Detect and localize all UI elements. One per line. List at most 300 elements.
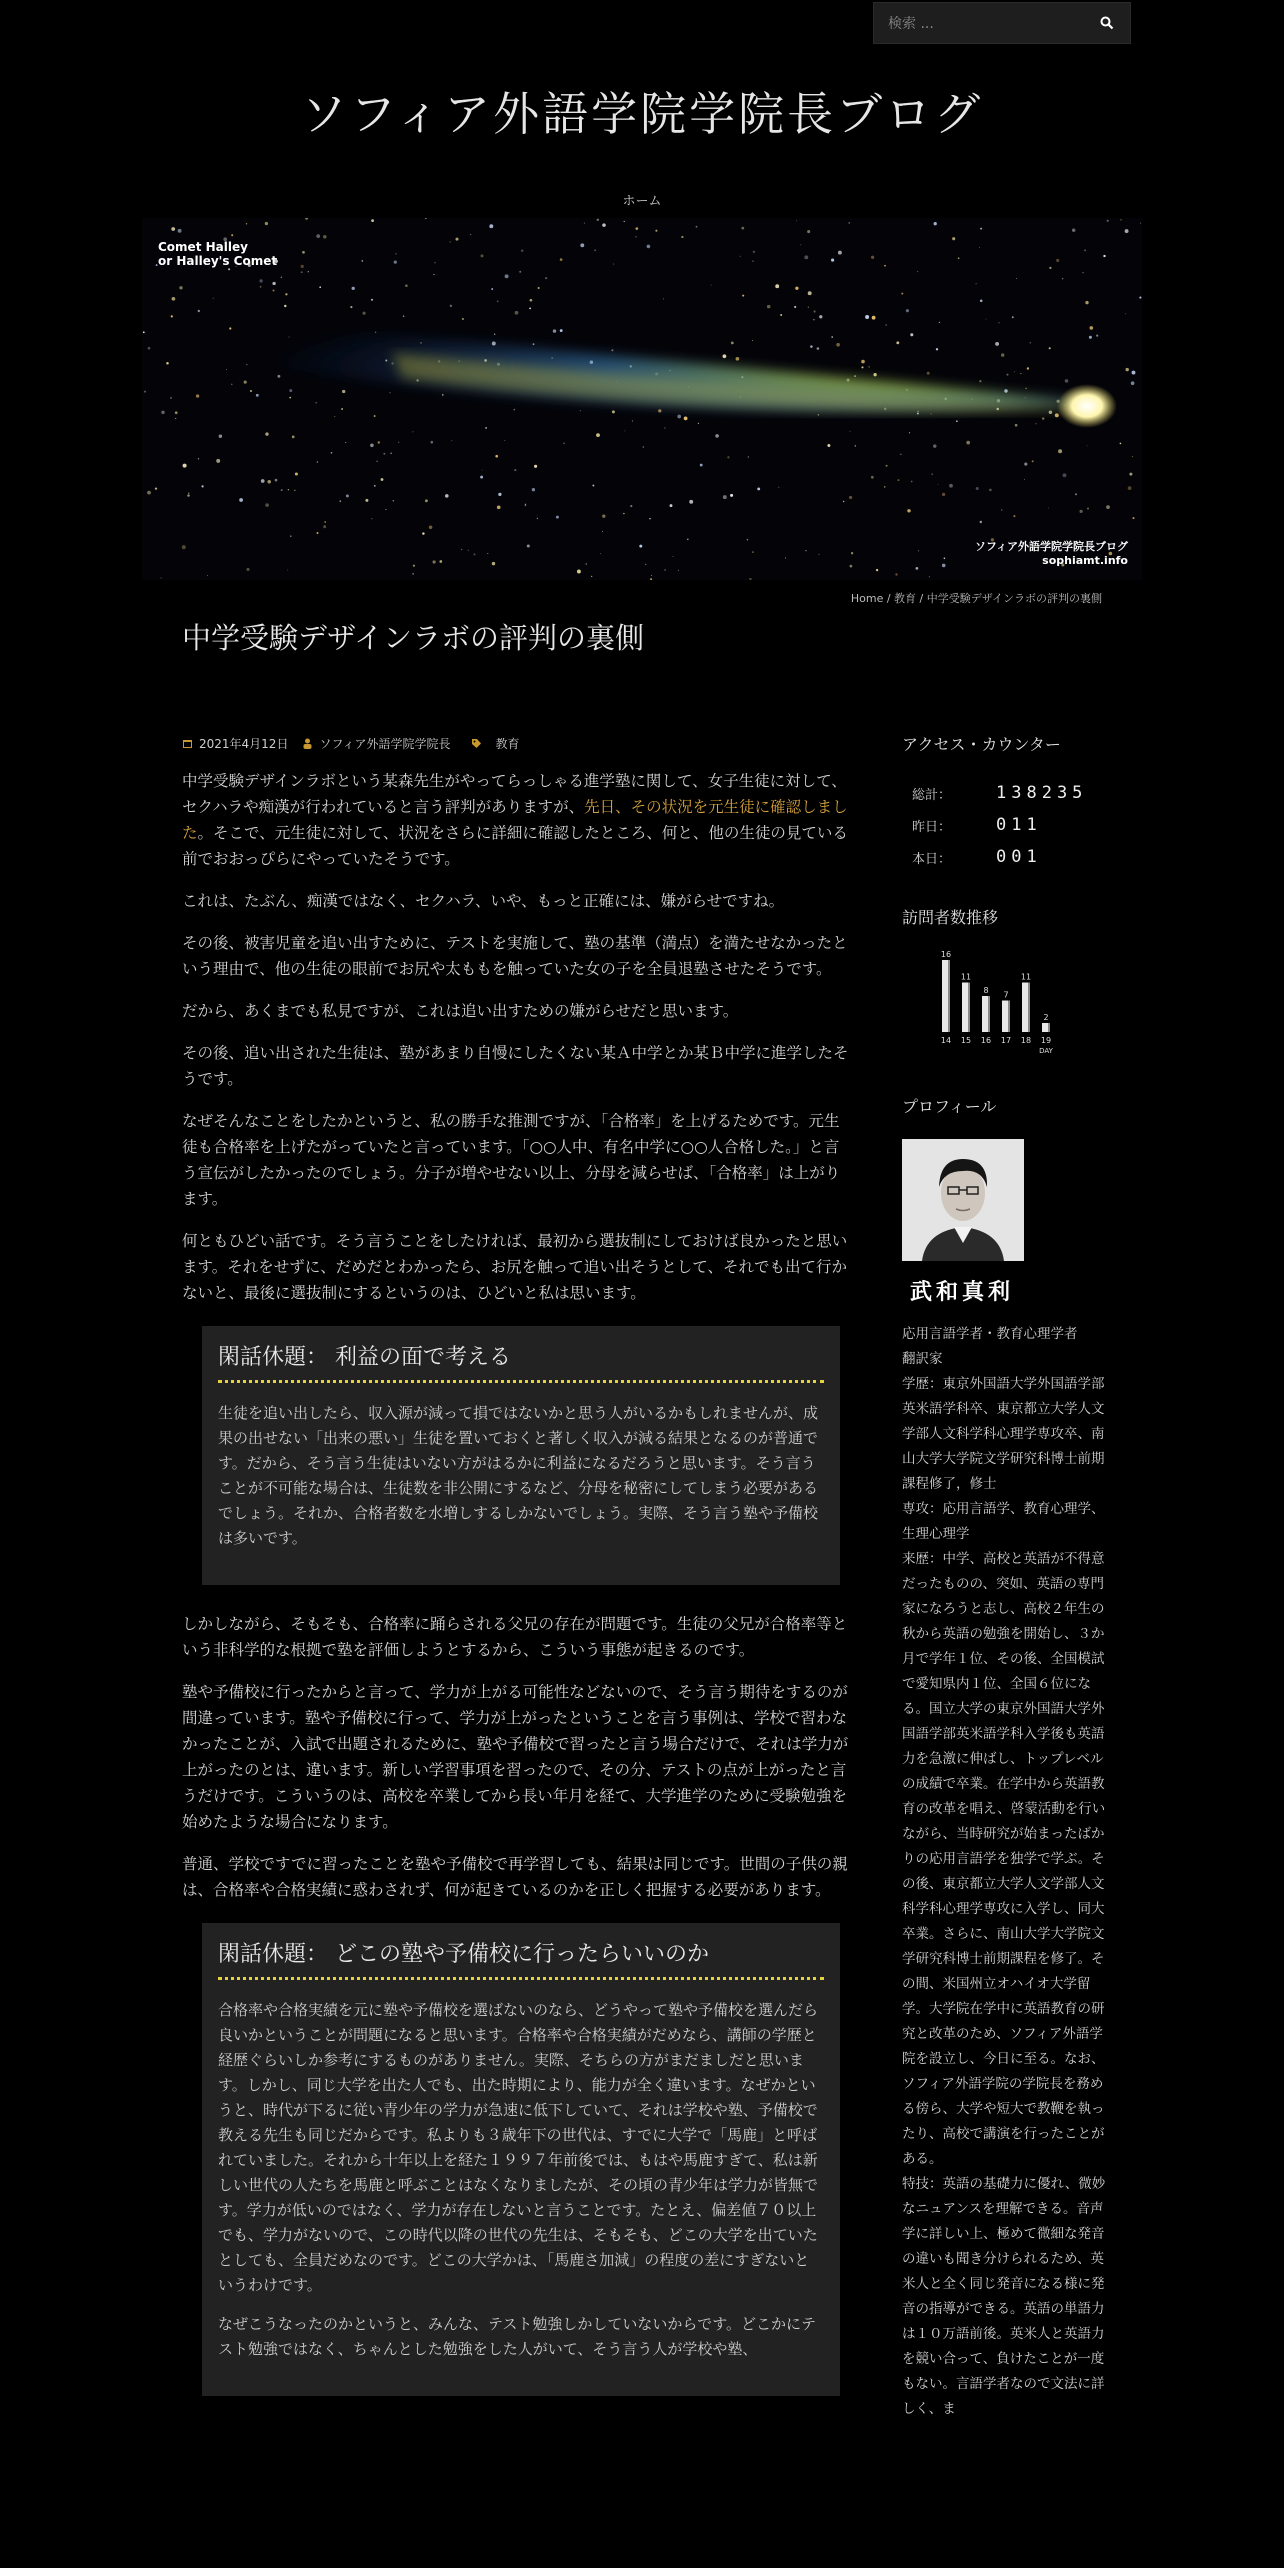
star (998, 322, 999, 323)
star (884, 265, 886, 267)
star (226, 369, 227, 370)
star (780, 314, 782, 316)
star (505, 274, 509, 278)
star (684, 417, 688, 421)
star (1089, 336, 1092, 339)
chart-value-label: 11 (960, 972, 972, 982)
star (1036, 423, 1037, 424)
star (374, 415, 376, 417)
star (851, 552, 853, 554)
star (1024, 463, 1027, 466)
star (207, 575, 208, 576)
star (1024, 479, 1025, 480)
star (639, 545, 642, 548)
star (727, 456, 729, 458)
star (256, 394, 259, 397)
star (1082, 272, 1084, 274)
star (827, 444, 830, 447)
star (219, 435, 222, 438)
post-meta (182, 735, 520, 752)
star (696, 226, 698, 228)
site-title[interactable]: ソフィア外語学院学院長ブログ (300, 87, 984, 141)
counter-label: 昨日： (912, 819, 952, 835)
star (979, 380, 981, 382)
star (752, 260, 754, 262)
star (580, 410, 581, 411)
chart-bar-shade (1008, 1001, 1010, 1033)
hero-caption-title: Comet Halley or Halley's Comet (158, 240, 278, 268)
star (800, 244, 801, 245)
star (1062, 278, 1063, 279)
star (934, 222, 937, 225)
star (1058, 449, 1062, 453)
paragraph: 普通、学校ですでに習ったことを塾や予備校で再学習しても、結果は同じです。世間の子供の親は、合格率や合格実績に惑わされず、何が起きているのかを正しく把握する必要があります。 (182, 1855, 848, 1899)
star (265, 503, 269, 507)
star (365, 499, 368, 502)
aside-box-which-school (202, 1923, 840, 2396)
paragraph: その後、被害児童を追い出すために、テストを実施して、塾の基準（満点）を満たせなかったという理由で、他の生徒の眼前でお尻や太ももを触っていた女の子を全員退塾させたそうです。 (182, 934, 848, 978)
star (958, 257, 960, 259)
hero-caption-url: sophiamt.info (1042, 554, 1128, 567)
star (805, 550, 806, 551)
star (966, 441, 970, 445)
profile-line: 特技：英語の基礎力に優れ、微妙なニュアンスを理解できる。音声学に詳しい上、極めて微細な発音の違いも聞き分けられるため、英米人と全く同じ発音になる様に発音の指導ができる。英語の単語力は１０万語前後。英米人と英語力を競い合って、負けたことが一度もない。言語学者なので文法に詳しく、ま (902, 2176, 1106, 2417)
star (975, 283, 976, 284)
star (1013, 515, 1015, 517)
star (658, 409, 661, 412)
chart-tick-label: 19 (1040, 1036, 1052, 1045)
star (396, 253, 397, 254)
star (1131, 381, 1135, 385)
star (956, 420, 958, 422)
star (527, 544, 530, 547)
profile-line: 専攻：応用言語学、教育心理学、生理心理学 (902, 1501, 1105, 1542)
post-content (182, 768, 854, 2422)
paragraph: なぜそんなことをしたかというと、私の勝手な推測ですが、「合格率」を上げるためです。元生徒も合格率を上げたがっていたと言っています。「○○人中、有名中学に○○人合格した。」と言う宣伝がしたかったのでしょう。分子が増やせない以上、分母を減らせば、「合格率」は上がります。 (182, 1112, 841, 1208)
star (600, 553, 601, 554)
star (494, 334, 495, 335)
star (1132, 517, 1134, 519)
star (560, 329, 563, 332)
star (334, 416, 335, 417)
counter-yesterday (902, 809, 1112, 841)
star (383, 453, 385, 455)
paragraph: 何ともひどい話です。そう言うことをしたければ、最初から選抜制にしておけば良かったと思います。それをせずに、だめだとわかったら、お尻を触って追い出そうとして、それでも出て行かないと、最後に選抜制にするというのは、ひどいと私は思います。 (182, 1232, 848, 1302)
star (161, 577, 162, 578)
star (272, 289, 274, 291)
star (259, 279, 262, 282)
star (850, 565, 853, 568)
star (655, 230, 657, 232)
star (331, 452, 333, 454)
star (275, 479, 278, 482)
calendar-icon (182, 738, 193, 749)
star (700, 464, 703, 467)
star (301, 271, 303, 273)
post-title: 中学受験デザインラボの評判の裏側 (182, 621, 644, 655)
star (873, 373, 876, 376)
star (392, 500, 394, 502)
star (1139, 297, 1141, 299)
star (316, 234, 320, 238)
counter-label: 総計： (912, 787, 952, 803)
star (529, 308, 531, 310)
star (1126, 368, 1129, 371)
star (594, 250, 595, 251)
star (398, 442, 399, 443)
visitors-chart (924, 950, 1112, 1064)
star (1072, 228, 1075, 231)
star (939, 322, 940, 323)
star (995, 342, 999, 346)
chart-tick-label: 15 (960, 1036, 972, 1045)
star (175, 418, 176, 419)
star (942, 564, 946, 568)
star (422, 532, 424, 534)
star (944, 557, 946, 559)
star (1049, 411, 1053, 415)
star (545, 277, 547, 279)
post-date[interactable]: 2021年4月12日 (199, 737, 289, 751)
star (980, 228, 982, 230)
star (394, 260, 397, 263)
star (872, 316, 876, 320)
profile-photo (902, 1139, 1024, 1261)
star (1015, 424, 1018, 427)
chart-tick-label: 17 (1000, 1036, 1012, 1045)
star (1120, 219, 1121, 220)
star (1027, 367, 1029, 369)
star (647, 245, 651, 249)
star (178, 229, 182, 233)
star (885, 324, 887, 326)
star (172, 297, 176, 301)
star (884, 486, 886, 488)
star (183, 464, 187, 468)
star (482, 470, 483, 471)
star (906, 309, 909, 312)
star (352, 287, 355, 290)
star (265, 222, 268, 225)
star (144, 391, 146, 393)
star (1016, 278, 1017, 279)
star (495, 455, 498, 458)
star (1075, 493, 1077, 495)
star (711, 285, 712, 286)
star (1006, 374, 1008, 376)
star (267, 480, 271, 484)
star (1001, 509, 1002, 510)
star (602, 223, 606, 227)
star (148, 347, 151, 350)
star (198, 310, 200, 312)
star (651, 575, 652, 576)
star (1132, 456, 1133, 457)
star (1030, 342, 1032, 344)
star (216, 459, 220, 463)
profile-line: 来歴：中学、高校と英語が不得意だったものの、突如、英語の専門家になろうと志し、高校２年生の秋から英語の勉強を開始し、３か月で学年１位、その後、全国模試で愛知県内１位、全国６位になる。国立大学の東京外国語大学外国語学部英米語学科入学後も英語力を急激に伸ばし、トップレベルの成績で卒業。在学中から英語教育の改革を唱え、啓蒙活動を行いながら、当時研究が始まったばかりの応用言語学を独学で学ぶ。その後、東京都立大学人文学部人文科学科心理学専攻に入学し、同大卒業。さらに、南山大学大学院文学研究科博士前期課程を修了。その間、米国州立オハイオ大学留学。大学院在学中に英語教育の研究と改革のため、ソフィア外語学院を設立し、今日に至る。なお、ソフィア外語学院の学院長を務める傍ら、大学や短大で教鞭を執ったり、高校で講演を行ったことがある。 (902, 1551, 1106, 2167)
chart-tick-label: 14 (940, 1036, 952, 1045)
star (1129, 473, 1132, 476)
star (514, 469, 516, 471)
star (342, 390, 345, 393)
star (591, 576, 592, 577)
star (272, 282, 275, 285)
star (767, 305, 771, 309)
star (340, 500, 342, 502)
star (643, 446, 644, 447)
star (819, 315, 822, 318)
star (818, 414, 820, 416)
star (848, 222, 850, 224)
star (927, 372, 930, 375)
star (831, 336, 833, 338)
star (896, 341, 899, 344)
header-image (142, 218, 1142, 580)
star (405, 284, 408, 287)
star (375, 332, 376, 333)
star (292, 436, 295, 439)
star (635, 236, 637, 238)
paragraph: だから、あくまでも私見ですが、これは追い出すための嫌がらせだと思います。 (182, 1002, 739, 1020)
star (861, 366, 863, 368)
star (290, 536, 291, 537)
star (455, 238, 458, 241)
star (1107, 220, 1109, 222)
star (371, 518, 372, 519)
star (664, 569, 666, 571)
star (429, 526, 433, 530)
aside-box-title: 閑話休題： どこの塾や予備校に行ったらいいのか (218, 1939, 824, 1980)
star (909, 432, 910, 433)
chart-value-label: 8 (983, 986, 989, 995)
star (980, 300, 983, 303)
star (143, 331, 145, 333)
star (166, 362, 169, 365)
star (461, 549, 462, 550)
star (580, 243, 584, 247)
star (515, 311, 519, 315)
star (979, 247, 980, 248)
star (753, 251, 755, 253)
hero-caption-site (975, 540, 1128, 568)
star (451, 440, 452, 441)
star (261, 479, 265, 483)
star (796, 220, 797, 221)
chart-value-label: 2 (1043, 1013, 1049, 1022)
star (752, 340, 753, 341)
star (363, 312, 366, 315)
star (817, 347, 820, 350)
star (433, 274, 434, 275)
star (374, 485, 376, 487)
star (736, 357, 740, 361)
star (937, 484, 938, 485)
chart-bar-shade (988, 996, 990, 1032)
profile-line: 応用言語学者・教育心理学者 (902, 1326, 1078, 1342)
star (213, 298, 214, 299)
star (1048, 507, 1049, 508)
star (289, 389, 292, 392)
star (525, 505, 527, 507)
star (556, 516, 559, 519)
star (740, 256, 741, 257)
inline-link[interactable]: 先日、その状況を元生徒に確認しました (182, 798, 848, 842)
star (808, 306, 809, 307)
star (949, 484, 953, 488)
star (487, 553, 488, 554)
star (371, 299, 373, 301)
star (748, 456, 749, 457)
star (611, 349, 613, 351)
star (246, 364, 248, 366)
chart-bar-shade (1028, 983, 1030, 1033)
star (810, 345, 812, 347)
star (855, 445, 857, 447)
star (385, 509, 386, 510)
chart-bar-shade (968, 983, 970, 1033)
star (161, 411, 164, 414)
star (804, 255, 808, 259)
star (663, 298, 664, 299)
star (645, 564, 646, 565)
profile-line: 翻訳家 (902, 1351, 943, 1367)
star (497, 505, 501, 509)
nav-home-link[interactable]: ホーム (622, 194, 662, 209)
star (689, 500, 693, 504)
star (871, 256, 874, 259)
star (612, 410, 615, 413)
star (170, 397, 172, 399)
star (698, 423, 699, 424)
aside-box-profit (202, 1326, 840, 1585)
star (807, 230, 810, 233)
post-category[interactable]: 教育 (495, 737, 520, 751)
star (849, 496, 852, 499)
star (450, 241, 451, 242)
star (538, 287, 540, 289)
star (911, 481, 913, 483)
star (1085, 301, 1088, 304)
star (175, 411, 178, 414)
star (1001, 353, 1004, 356)
aside-box-text: 生徒を追い出したら、収入源が減って損ではないかと思う人がいるかもしれませんが、成果の出せない「出来の悪い」生徒を置いておくと著しく収入が減る結果となるのが普通です。だから、そう言う生徒はいない方がはるかに利益になるだろうと思います。そう言うことが不可能な場合は、生徒数を非公開にするなど、分母を秘密にしてしまう必要があるでしょう。それか、合格者数を水増しするしかないでしょう。実際、そう言う塾や予備校は多いです。 (218, 1404, 819, 1547)
star (942, 493, 945, 496)
star (624, 430, 625, 431)
star (201, 485, 203, 487)
star (231, 234, 233, 236)
star (895, 573, 897, 575)
star (876, 569, 878, 571)
star (865, 315, 869, 319)
star (808, 291, 812, 295)
star (281, 489, 283, 491)
star (624, 221, 625, 222)
star (480, 476, 483, 479)
aside-box-text: 合格率や合格実績を元に塾や予備校を選ばないのなら、どうやって塾や予備校を選んだら良いかということが問題になると思います。合格率や合格実績がだめなら、講師の学歴と経歴ぐらいしか参考にするものがありません。実際、そちらの方がまだましだと思います。しかし、同じ大学を出た人でも、出た時期により、能力が全く違います。なぜかというと、時代が下るに従い青少年の学力が急速に低下していて、それは学校や塾、予備校で教える先生も同じだからです。私よりも３歳年下の世代は、すでに大学で「馬鹿」と呼ばれていました。それから十年以上を経た１９９７年前後では、もはや馬鹿すぎて、私は新しい世代の人たちを馬鹿と呼ぶことはなくなりましたが、その頃の青少年は学力が皆無です。学力が低いのではなく、学力が存在しないと言うことです。たとえ、偏差値７０以上でも、学力がないので、この時代以降の世代の先生は、そもそも、どこの大学を出ていたとしても、全員だめなのです。どこの大学かは、「馬鹿さ加減」の程度の差にすぎないというわけです。 (218, 2001, 819, 2294)
post-author[interactable]: ソフィア外語学院学院長 (319, 737, 451, 751)
star (530, 299, 533, 302)
star (470, 234, 471, 235)
star (1020, 373, 1021, 374)
aside-box-text: なぜこうなったのかというと、みんな、テスト勉強しかしていないからです。どこかにテスト勉強ではなく、ちゃんとした勉強をした人がいて、そう言う人が学校や塾、 (218, 2315, 817, 2358)
chart-value-label: 11 (1020, 972, 1032, 982)
star (381, 478, 384, 481)
paragraph: これは、たぶん、痴漢ではなく、セクハラ、いや、もっと正確には、嫌がらせですね。 (182, 892, 785, 910)
star (592, 485, 594, 487)
star (757, 487, 760, 490)
comet-image (142, 218, 1142, 580)
star (439, 560, 442, 563)
star (537, 518, 538, 519)
counter-total (902, 777, 1112, 809)
star (785, 557, 786, 558)
star (323, 235, 327, 239)
star (370, 443, 374, 447)
star (425, 499, 428, 502)
star (1096, 335, 1098, 337)
star (246, 568, 249, 571)
star (936, 348, 938, 350)
star (1004, 389, 1007, 392)
star (246, 223, 247, 224)
search-box (873, 2, 1131, 44)
star (277, 375, 280, 378)
star (613, 264, 614, 265)
star (532, 488, 535, 491)
star (752, 551, 753, 552)
star (485, 427, 487, 429)
star (431, 441, 434, 444)
star (345, 442, 346, 443)
search-icon[interactable] (1100, 15, 1116, 31)
star (196, 394, 199, 397)
chart-tick-label: 16 (980, 1036, 992, 1045)
star (403, 315, 405, 317)
breadcrumb[interactable]: Home / 教育 / 中学受験デザインラボの評判の裏側 (850, 592, 1102, 605)
search-input[interactable] (886, 11, 1090, 37)
star (778, 487, 779, 488)
profile-line: 学歴：東京外国語大学外国語学部英米語学科卒、東京都立大学人文学部人文科学科心理学専攻卒、南山大学大学院文学研究科博士前期課程修了，修士 (902, 1376, 1105, 1492)
star (432, 560, 435, 563)
star (632, 420, 633, 421)
star (300, 265, 303, 268)
profile-widget-title: プロフィール (902, 1097, 997, 1116)
star (843, 501, 844, 502)
star (861, 360, 865, 364)
star (1125, 229, 1129, 233)
star (534, 465, 537, 468)
star (442, 394, 444, 396)
star (376, 461, 377, 462)
star (288, 489, 289, 490)
star (481, 254, 484, 257)
star (179, 286, 182, 289)
paragraph-text: 中学受験デザインラボという某森先生がやってらっしゃる進学塾に関して、女子生徒に対して、セクハラや痴漢が行われていると言う評判がありますが、 (182, 772, 847, 816)
star (1140, 223, 1141, 224)
star (1063, 473, 1067, 477)
star (650, 578, 652, 580)
star (813, 319, 814, 320)
visitors-widget-title: 訪問者数推移 (902, 908, 999, 927)
star (678, 570, 679, 571)
star (553, 329, 556, 332)
star (302, 251, 305, 254)
chart-bar-shade (948, 960, 950, 1032)
star (664, 427, 665, 428)
star (917, 413, 919, 415)
star (1084, 249, 1086, 251)
